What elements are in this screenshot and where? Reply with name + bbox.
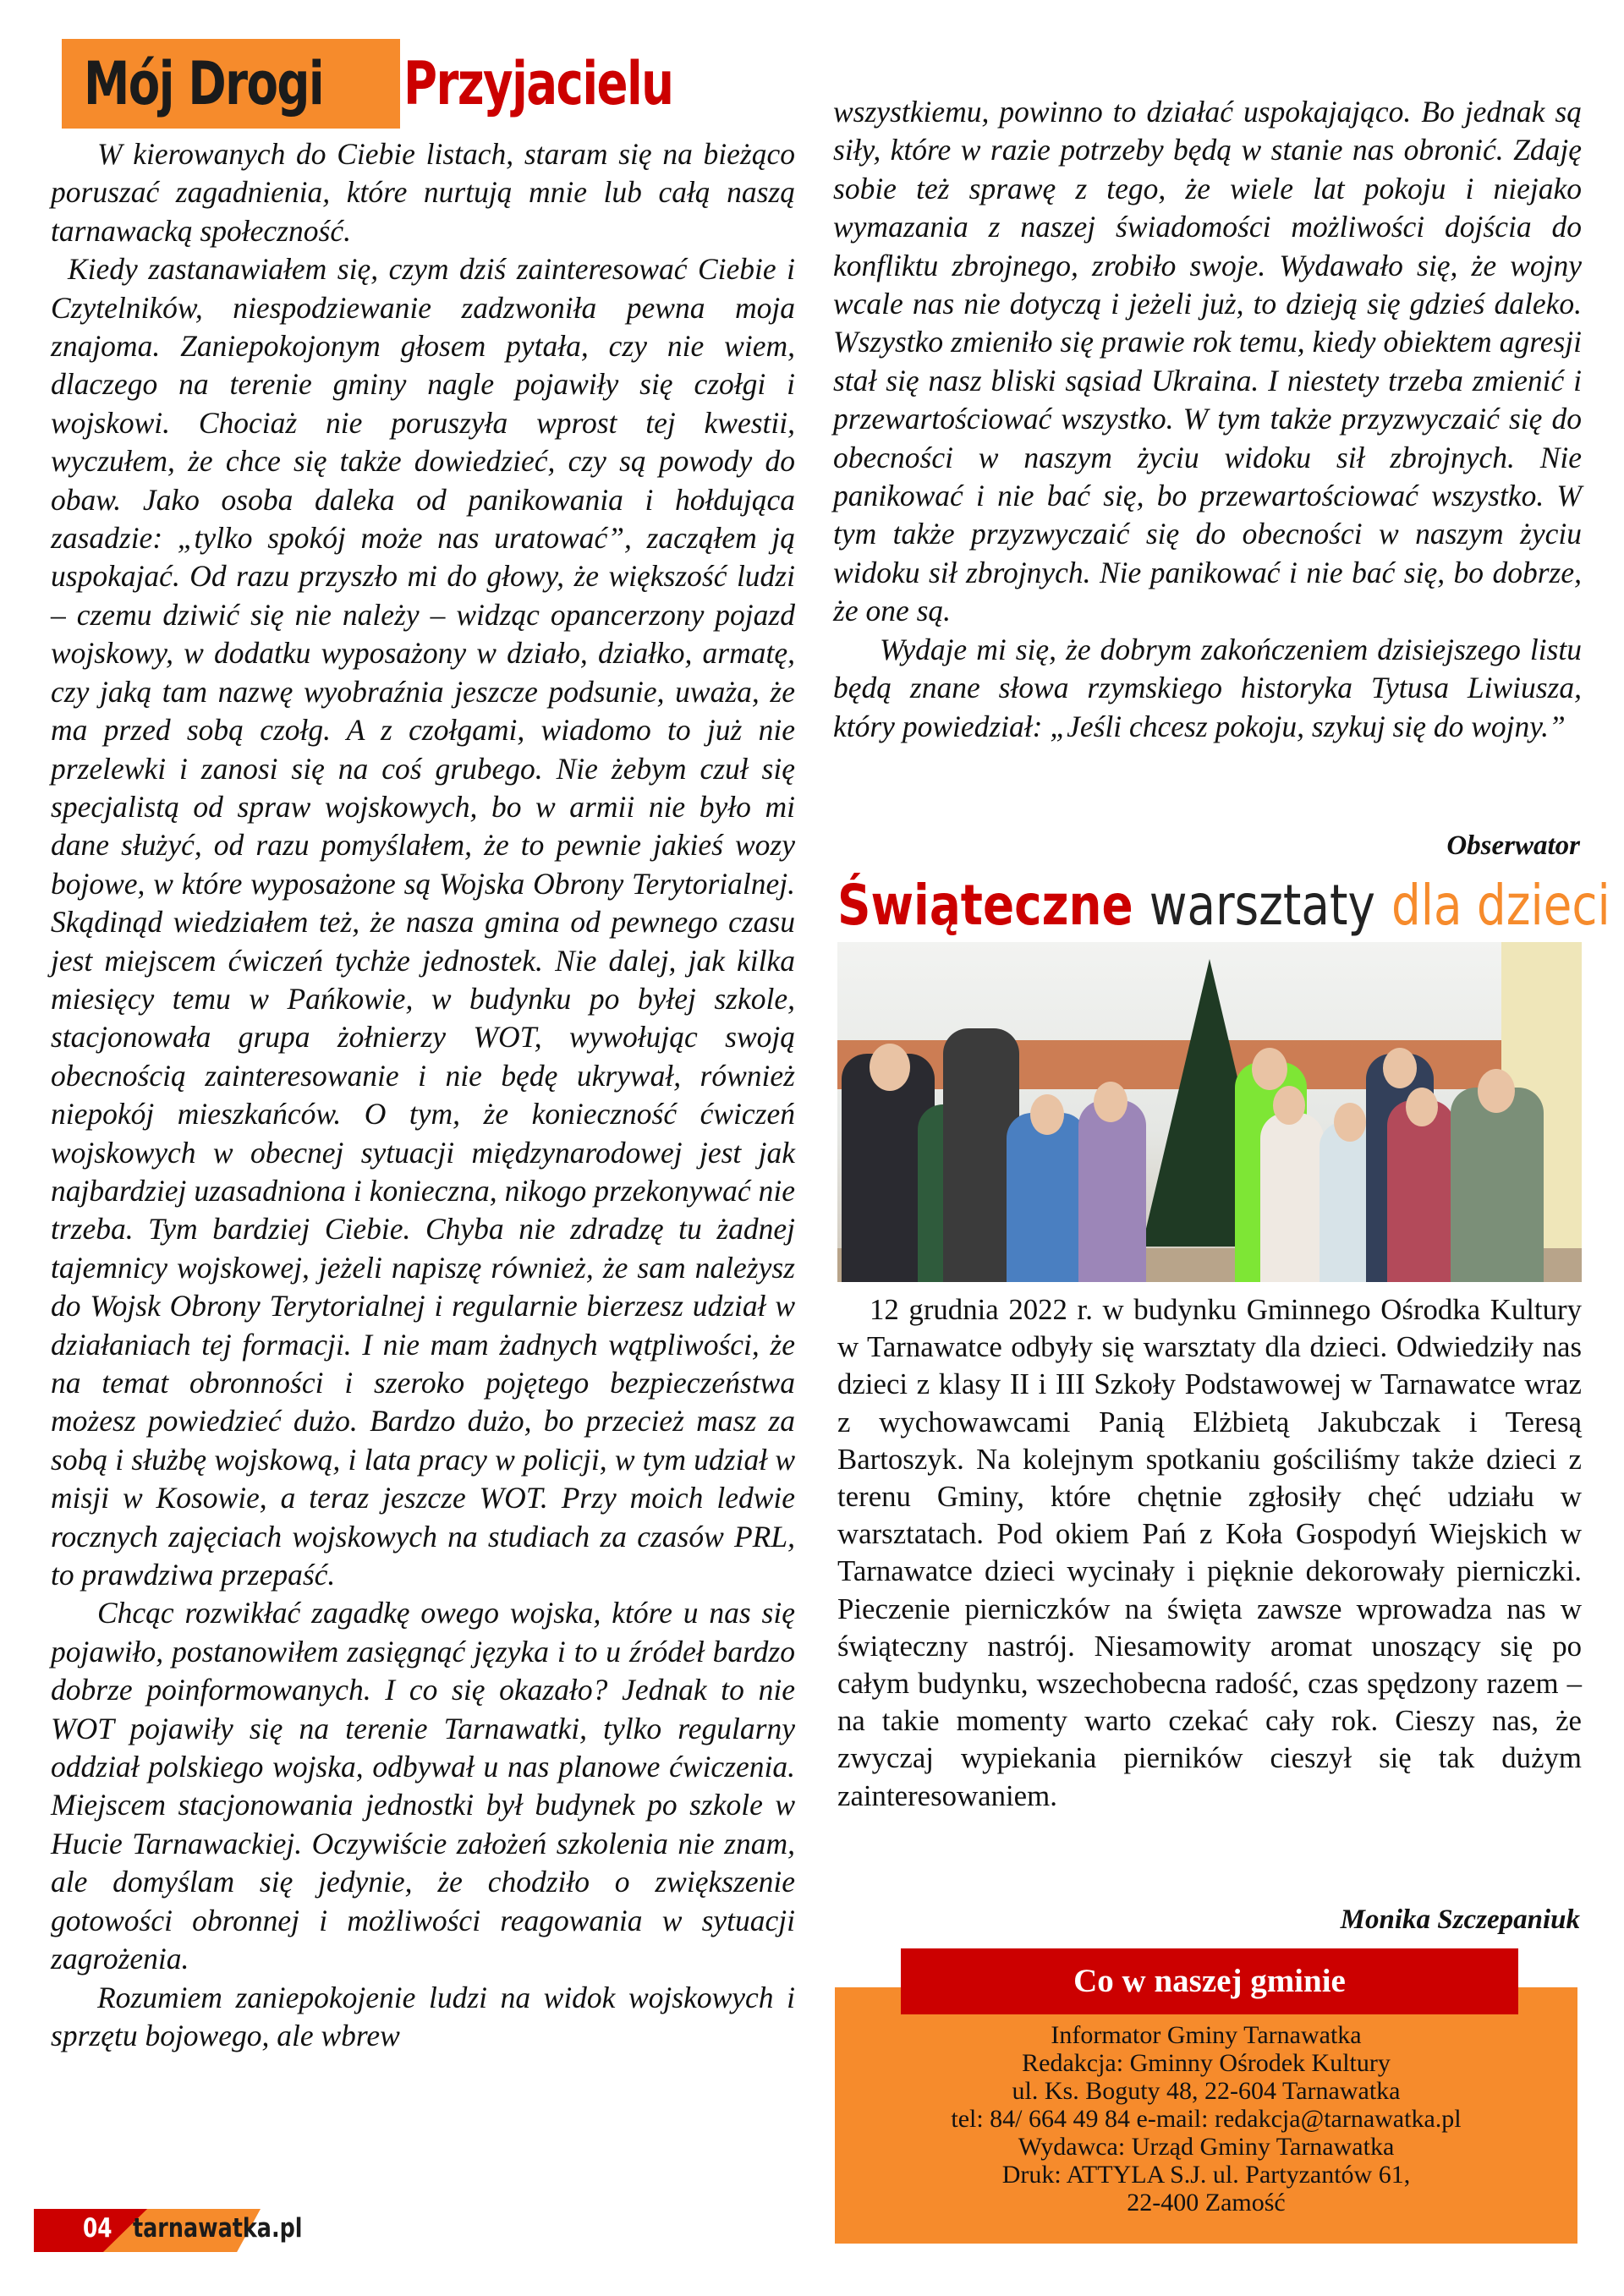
- letter-signature: Obserwator: [1446, 830, 1580, 861]
- site-link[interactable]: tarnawatka.pl: [133, 2213, 303, 2244]
- photo-person: [1387, 1100, 1455, 1282]
- info-line-print-city: 22-400 Zamość: [1127, 2189, 1286, 2217]
- photo-person-head: [870, 1044, 910, 1091]
- photo-person: [1078, 1100, 1146, 1282]
- letter-paragraph: Kiedy zastanawiałem się, czym dziś zainteresować Ciebie i Czytelników, niespodziewanie zadzwoniła pewna moja znajoma. Zaniepokojonym głosem pytała, czy nie wiem, dlaczego na terenie gminy nagle pojawiły się czołgi i wojskowi. Chociaż nie poruszyła wprost tej kwestii, wyczułem, że chce się także dowiedzieć, czy są powody do obaw. Jako osoba daleka od panikowania i hołdująca zasadzie: „tylko spokój może nas uratować”, zacząłem ją uspokajać. Od razu przyszło mi do głowy, że większość ludzi – czemu dziwić się nie należy – widząc opancerzony pojazd wojskowy, w dodatku wyposażony w działo, działko, armatę, czy jaką tam nazwę wyobraźnia jeszcze podsunie, uważa, że ma przed sobą czołg. A z czołgami, wiadomo to już nie przelewki i zanosi się na coś grubego. Nie żebym czuł się specjalistą od spraw wojskowych, bo w armii nie było mi dane służyć, od razu pomyślałem, że to pewnie jakieś wozy bojowe, w które wyposażone są Wojska Obrony Terytorialnej. Skądinąd wiedziałem też, że nasza gmina od pewnego czasu jest miejscem ćwiczeń tychże jednostek. Nie dalej, jak kilka miesięcy temu w Pańkowie, w budynku po byłej szkole, stacjonowała grupa żołnierzy WOT, wywołując swoją obecnością zainteresowanie i nie będę ukrywał, również niepokój mieszkańców. O tym, że konieczność ćwiczeń wojskowych w obecnej sytuacji międzynarodowej jest jak najbardziej uzasadniona i konieczna, nikogo przekonywać nie trzeba. Tym bardziej Ciebie. Chyba nie zdradzę tu żadnej tajemnicy wojskowej, jeżeli napiszę również, że sam należysz do Wojsk Obrony Terytorialnej i regularnie bierzesz udział w działaniach tej formacji. I nie mam żadnych wątpliwości, że na temat obronności i szeroko pojętego bezpieczeństwa możesz powiedzieć dużo. Bardzo dużo, bo przecież masz za sobą i służbę wojskową, i lata pracy w policji, w tym udział w misji w Kosowie, a teraz jeszcze WOT. Przy moich ledwie rocznych zajęciach wojskowych na studiach za czasów PRL, to prawdziwa przepaść.: [51, 252, 795, 1592]
- info-box: [835, 1987, 1577, 2244]
- info-line-title: Informator Gminy Tarnawatka: [1051, 2021, 1362, 2049]
- workshop-title-part-1: Świąteczne: [837, 873, 1133, 938]
- photo-person-head: [1252, 1048, 1287, 1090]
- workshop-title-part-2: warsztaty: [1149, 873, 1375, 938]
- page-title: [62, 39, 749, 129]
- photo-person: [1260, 1113, 1324, 1282]
- workshop-title-part-3: dla dzieci: [1391, 873, 1610, 938]
- info-line-address: ul. Ks. Boguty 48, 22-604 Tarnawatka: [1012, 2077, 1401, 2105]
- letter-paragraph: wszystkiemu, powinno to działać uspokajająco. Bo jednak są siły, które w razie potrzeby będą w stanie nas obronić. Zdaję sobie też sprawę z tego, że wiele lat pokoju i niejako wymazania z naszej świadomości możliwości dojścia do konfliktu zbrojnego, zrobiło swoje. Wydawało się, że wojny wcale nas nie dotyczą i jeżeli już, to dzieją się gdzieś daleko. Wszystko zmieniło się prawie rok temu, kiedy obiektem agresji stał się nasz bliski sąsiad Ukraina. I niestety trzeba zmienić i przewartościować wszystko. W tym także przyzwyczaić się do obecności w naszym życiu widoku sił zbrojnych. Nie panikować i nie bać się, bo przewartościować wszystko. W tym także przyzwyczaić się do obecności w naszym życiu widoku sił zbrojnych. Nie panikować i nie bać się, bo dobrze, że one są.: [833, 95, 1582, 628]
- info-line-contact: tel: 84/ 664 49 84 e-mail: redakcja@tarnawatka.pl: [951, 2105, 1462, 2133]
- title-highlight-box: [62, 39, 400, 129]
- letter-paragraph: Rozumiem zaniepokojenie ludzi na widok wojskowych i sprzętu bojowego, ale wbrew: [51, 1980, 795, 2052]
- photo-person: [1451, 1088, 1544, 1282]
- photo-person-head: [1478, 1069, 1515, 1113]
- workshop-signature: Monika Szczepaniuk: [1340, 1904, 1580, 1935]
- photo-person: [1007, 1113, 1087, 1282]
- photo-person-head: [1030, 1094, 1064, 1135]
- letter-paragraph: W kierowanych do Ciebie listach, staram się na bieżąco poruszać zagadnienia, które nurtują mnie lub całą naszą tarnawacką społeczność.: [51, 137, 795, 248]
- title-part-1: Mój Drogi: [84, 49, 324, 118]
- title-part-2: Przyjacielu: [403, 49, 673, 118]
- workshop-article-title: [837, 873, 1610, 938]
- photo-person-head: [1094, 1082, 1127, 1122]
- workshop-paragraph: 12 grudnia 2022 r. w budynku Gminnego Ośrodka Kultury w Tarnawatce odbyły się warsztaty dla dzieci. Odwiedziły nas dzieci z klasy II i III Szkoły Podstawowej w Tarnawatce wraz z wychowawcami Panią Elżbietą Jakubczak i Teresą Bartoszyk. Na kolejnym spotkaniu gościliśmy także dzieci z terenu Gminy, które chętnie zgłosiły chęć udziału w warsztatach. Pod okiem Pań z Koła Gospodyń Wiejskich w Tarnawatce dzieci wycinały i pięknie dekorowały pierniczki. Pieczenie pierniczków na święta zawsze wprowadza nas w świąteczny nastrój. Niesamowity aromat unoszący się po całym budynku, wszechobecna radość, czas spędzony razem – na takie momenty warto czekać cały rok. Cieszy nas, że zwyczaj wypiekania pierników cieszył się tak dużym zainteresowaniem.: [837, 1293, 1582, 1812]
- workshop-article-body: [837, 1291, 1582, 1815]
- photo-person-head: [1383, 1048, 1417, 1088]
- letter-column-left: [51, 135, 795, 2055]
- photo-person-head: [1406, 1088, 1438, 1126]
- page-footer: [34, 2209, 406, 2252]
- letter-paragraph: Wydaje mi się, że dobrym zakończeniem dzisiejszego listu będą znane słowa rzymskiego historyka Tytusa Liwiusza, który powiedział: „Jeśli chcesz pokoju, szykuj się do wojny.”: [833, 632, 1582, 743]
- letter-paragraph: Chcąc rozwikłać zagadkę owego wojska, które u nas się pojawiło, postanowiłem zasięgnąć języka i to u źródeł bardzo dobrze poinformowanych. I co się okazało? Jednak to nie WOT pojawiły się na terenie Tarnawatki, tylko regularny oddział polskiego wojska, odbywał u nas planowe ćwiczenia. Miejscem stacjonowania jednostki był budynek po szkole w Hucie Tarnawackiej. Oczywiście założeń szkolenia nie znam, ale domyślam się jedynie, że chodziło o zwiększenie gotowości obronnej i możliwości reagowania w sytuacji zagrożenia.: [51, 1596, 795, 1976]
- info-line-print: Druk: ATTYLA S.J. ul. Partyzantów 61,: [1001, 2161, 1411, 2189]
- letter-column-right: [833, 93, 1582, 746]
- page-number: 04: [83, 2213, 112, 2244]
- workshop-photo: [837, 942, 1582, 1282]
- photo-person-head: [1334, 1103, 1366, 1142]
- info-line-editorial: Redakcja: Gminny Ośrodek Kultury: [1022, 2049, 1391, 2077]
- photo-person-head: [1273, 1086, 1305, 1125]
- info-line-publisher: Wydawca: Urząd Gminy Tarnawatka: [1018, 2133, 1395, 2161]
- info-box-header: Co w naszej gminie: [901, 1948, 1518, 2014]
